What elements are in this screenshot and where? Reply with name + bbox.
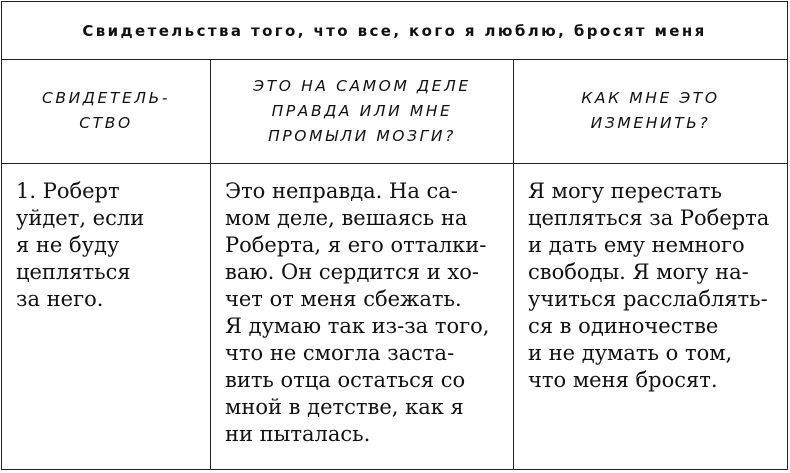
header-cell-change [513, 59, 787, 163]
change-text: Я могу перестать цепляться за Роберта и дать ему немного свободы. Я могу на- учиться расслаблять- ся в одиночестве и не думать о том, что меня бросят. [528, 179, 770, 392]
header-cell-evidence [2, 59, 210, 163]
header-truth: ЭТО НА САМОМ ДЕЛЕ ПРАВДА ИЛИ МНЕ ПРОМЫЛИ МОЗГИ? [253, 76, 471, 145]
table-row [2, 163, 787, 469]
header-evidence: СВИДЕТЕЛЬ- СТВО [41, 89, 171, 132]
evidence-table [1, 1, 788, 470]
truth-text: Это неправда. На са- мом деле, вешаясь на Роберта, я его отталки- ваю. Он сердится и хо- чет от меня сбежать. Я думаю так из-за того, что не смогла застa- вить отца остаться со мной в детстве, как я ни пыталась. [225, 179, 490, 446]
cell-evidence [2, 163, 210, 469]
evidence-text: 1. Роберт уйдет, если я не буду цепляться за него. [16, 179, 145, 311]
table-header-row [2, 59, 787, 164]
cell-truth [210, 163, 513, 469]
header-cell-truth [210, 59, 513, 163]
cell-change [513, 163, 787, 469]
table-title-row [2, 2, 787, 60]
header-change: КАК МНЕ ЭТО ИЗМЕНИТЬ? [581, 89, 720, 132]
table-title: Свидетельства того, что все, кого я люблю, бросят меня [82, 21, 707, 40]
